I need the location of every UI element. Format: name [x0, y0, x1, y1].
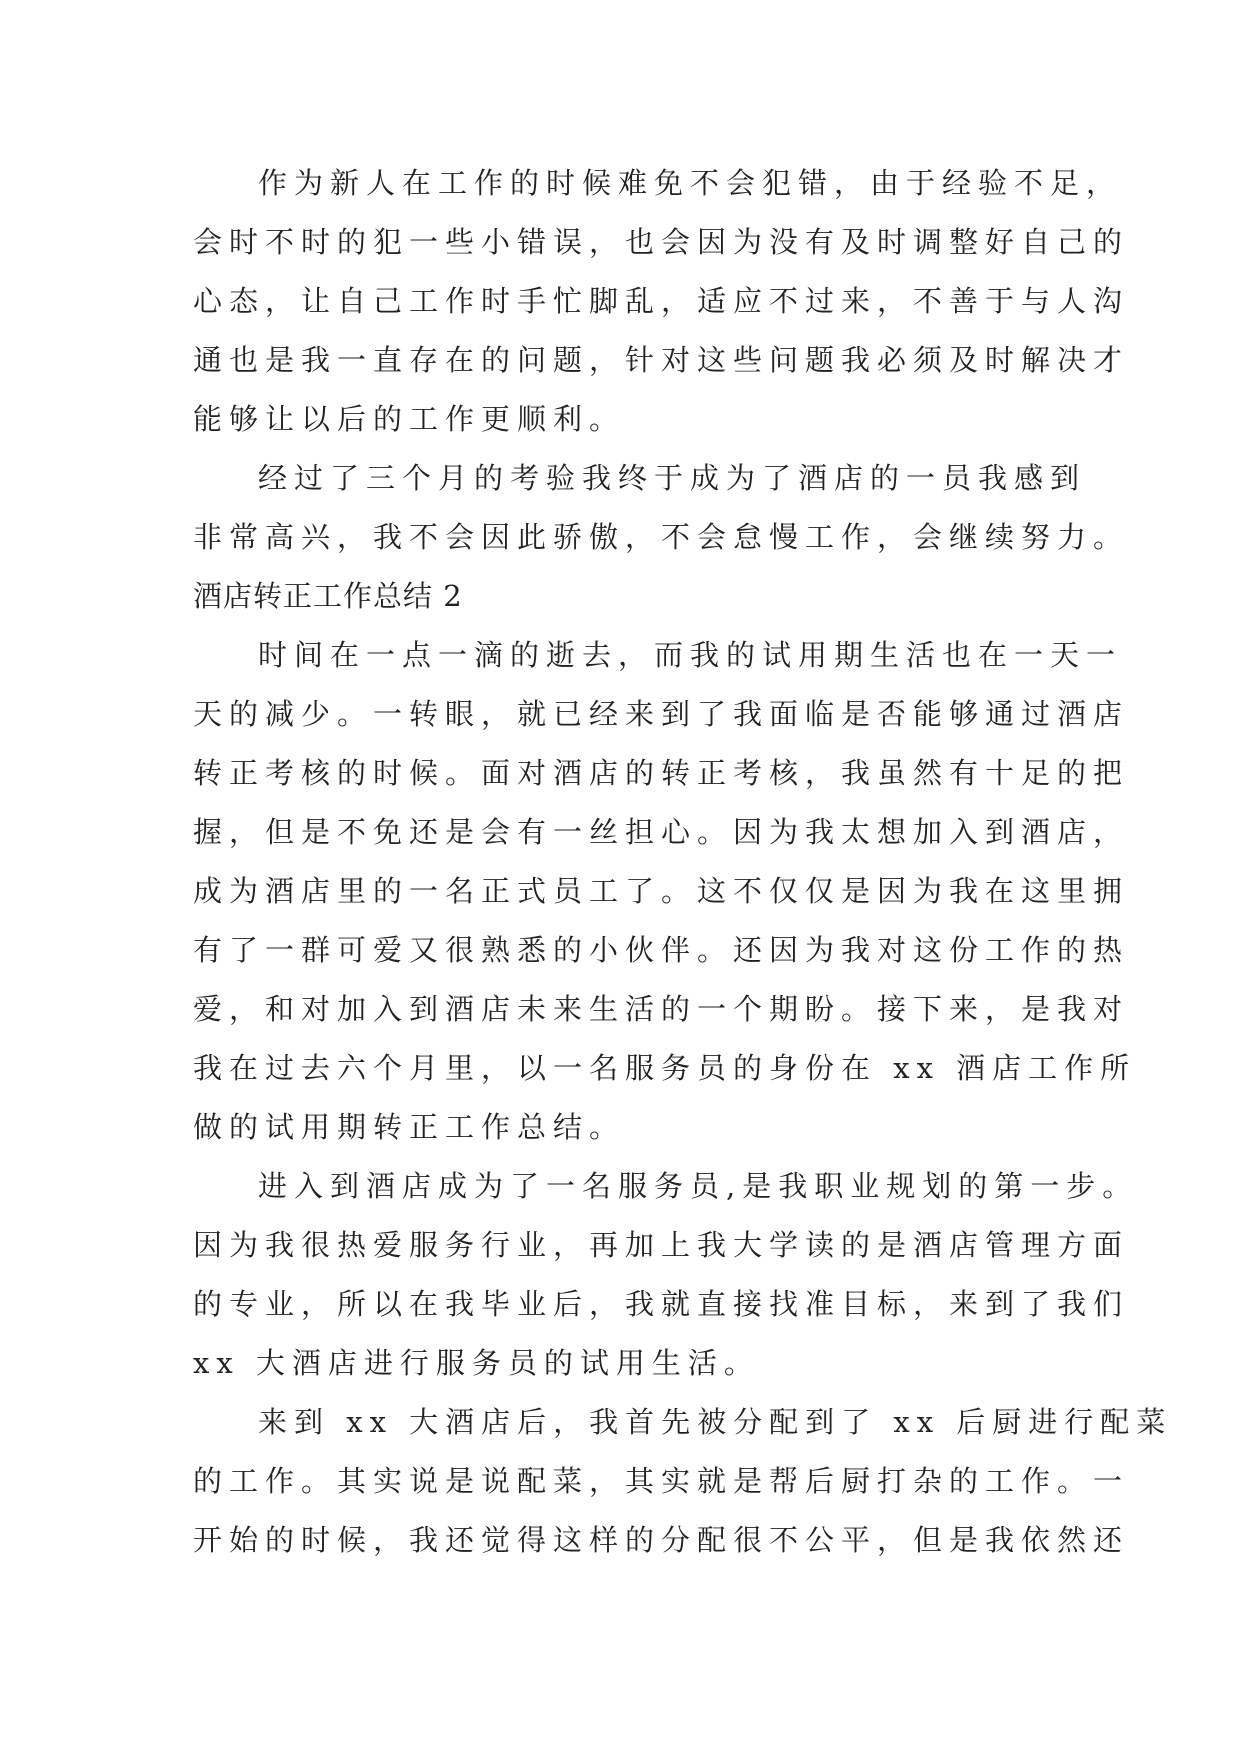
paragraph-line: 作为新人在工作的时候难免不会犯错，由于经验不足，	[258, 166, 1123, 200]
paragraph-line: 天的减少。一转眼，就已经来到了我面临是否能够通过酒店	[193, 697, 1130, 731]
paragraph-line: 握，但是不免还是会有一丝担心。因为我太想加入到酒店，	[193, 815, 1130, 849]
paragraph-line: 的专业，所以在我毕业后，我就直接找准目标，来到了我们	[193, 1287, 1130, 1321]
paragraph-line: 经过了三个月的考验我终于成为了酒店的一员我感到	[258, 461, 1087, 495]
paragraph-line: 爱，和对加入到酒店未来生活的一个期盼。接下来，是我对	[193, 992, 1130, 1026]
paragraph-line: 心态，让自己工作时手忙脚乱，适应不过来，不善于与人沟	[193, 284, 1130, 318]
paragraph-line: xx 大酒店进行服务员的试用生活。	[193, 1346, 760, 1380]
paragraph-line: 有了一群可爱又很熟悉的小伙伴。还因为我对这份工作的热	[193, 933, 1130, 967]
paragraph-line: 成为酒店里的一名正式员工了。这不仅仅是因为我在这里拥	[193, 874, 1130, 908]
paragraph-line: 做的试用期转正工作总结。	[193, 1110, 626, 1144]
paragraph-line: 时间在一点一滴的逝去，而我的试用期生活也在一天一	[258, 638, 1123, 672]
paragraph-line: 非常高兴，我不会因此骄傲，不会怠慢工作，会继续努力。	[193, 520, 1130, 554]
paragraph-line: 能够让以后的工作更顺利。	[193, 402, 626, 436]
section-heading: 酒店转正工作总结 2	[193, 579, 463, 613]
paragraph-line: 转正考核的时候。面对酒店的转正考核，我虽然有十足的把	[193, 756, 1130, 790]
paragraph-line: 进入到酒店成为了一名服务员,是我职业规划的第一步。	[258, 1169, 1139, 1203]
paragraph-line: 开始的时候，我还觉得这样的分配很不公平，但是我依然还	[193, 1523, 1130, 1557]
paragraph-line: 的工作。其实说是说配菜，其实就是帮后厨打杂的工作。一	[193, 1464, 1130, 1498]
paragraph-line: 因为我很热爱服务行业，再加上我大学读的是酒店管理方面	[193, 1228, 1130, 1262]
paragraph-line: 来到 xx 大酒店后，我首先被分配到了 xx 后厨进行配菜	[258, 1405, 1173, 1439]
paragraph-line: 我在过去六个月里，以一名服务员的身份在 xx 酒店工作所	[193, 1051, 1137, 1085]
paragraph-line: 通也是我一直存在的问题，针对这些问题我必须及时解决才	[193, 343, 1130, 377]
paragraph-line: 会时不时的犯一些小错误，也会因为没有及时调整好自己的	[193, 225, 1130, 259]
